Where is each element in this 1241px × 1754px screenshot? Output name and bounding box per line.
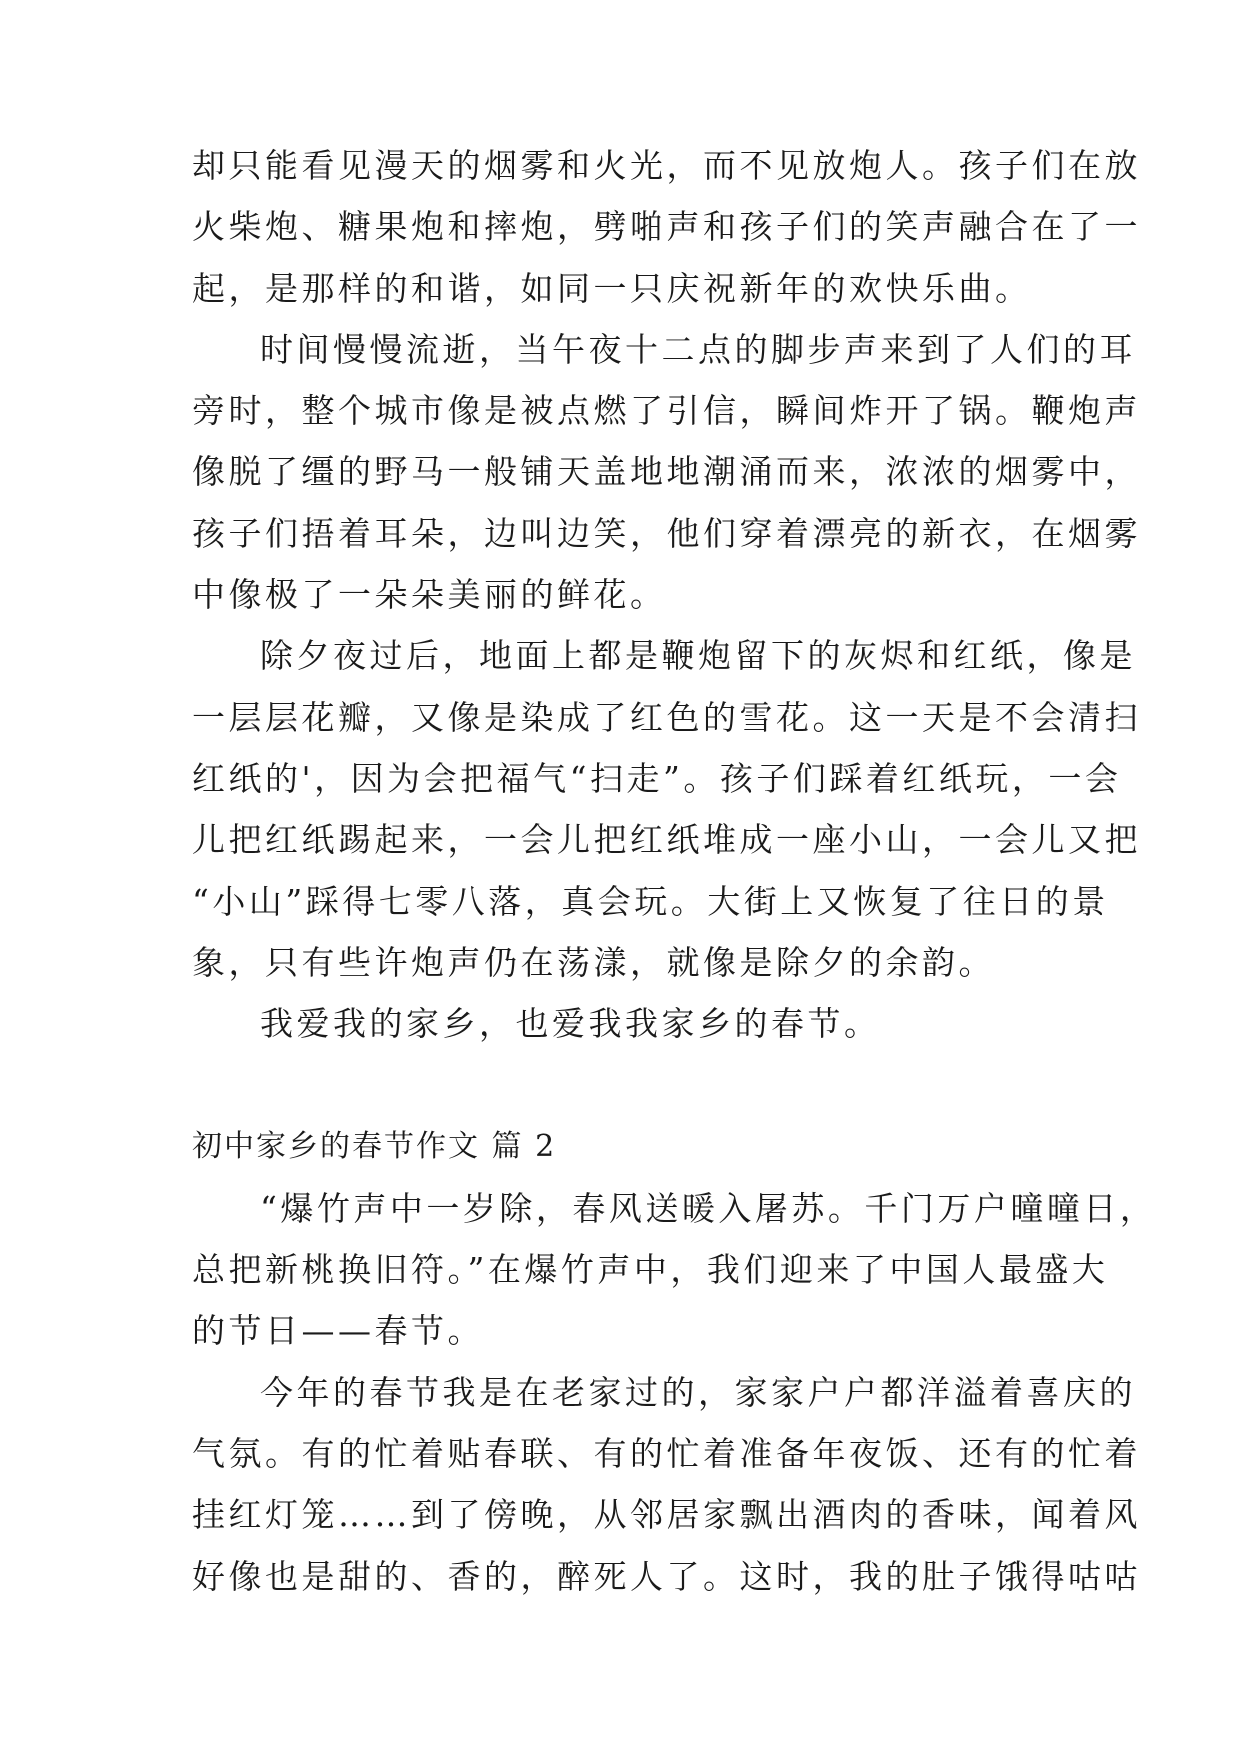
text-line: 中像极了一朵朵美丽的鲜花。 [192, 575, 667, 615]
text-line: 起，是那样的和谐，如同一只庆祝新年的欢快乐曲。 [192, 268, 1032, 308]
text-line: 旁时，整个城市像是被点燃了引信，瞬间炸开了锅。鞭炮声 [192, 391, 1141, 431]
text-line: 挂红灯笼……到了傍晚，从邻居家飘出酒肉的香味，闻着风 [192, 1495, 1141, 1535]
text-line: 的节日——春节。 [192, 1311, 484, 1351]
text-line: 总把新桃换旧符。”在爆竹声中，我们迎来了中国人最盛大 [192, 1250, 1109, 1290]
text-line: “爆竹声中一岁除，春风送暖入屠苏。千门万户曈曈日， [260, 1188, 1157, 1228]
text-line: 今年的春节我是在老家过的，家家户户都洋溢着喜庆的 [260, 1372, 1136, 1412]
text-line: 象，只有些许炮声仍在荡漾，就像是除夕的余韵。 [192, 942, 995, 982]
document-page [192, 135, 1157, 1607]
text-line: 像脱了缰的野马一般铺天盖地地潮涌而来，浓浓的烟雾中， [192, 452, 1141, 492]
section-gap [192, 1054, 1052, 1116]
text-line: 气氛。有的忙着贴春联、有的忙着准备年夜饭、还有的忙着 [192, 1433, 1141, 1473]
section-heading: 初中家乡的春节作文 篇 2 [192, 1129, 557, 1165]
paragraph-3 [192, 625, 1141, 993]
text-line: 孩子们捂着耳朵，边叫边笑，他们穿着漂亮的新衣，在烟雾 [192, 513, 1141, 553]
text-line: 除夕夜过后，地面上都是鞭炮留下的灰烬和红纸，像是 [260, 636, 1136, 676]
paragraph-5 [192, 1178, 1157, 1362]
text-line: 时间慢慢流逝，当午夜十二点的脚步声来到了人们的耳 [260, 329, 1136, 369]
text-line: 儿把红纸踢起来，一会儿把红纸堆成一座小山，一会儿又把 [192, 820, 1141, 860]
paragraph-1 [192, 135, 1141, 319]
text-line: 好像也是甜的、香的，醉死人了。这时，我的肚子饿得咕咕 [192, 1556, 1141, 1596]
text-line: 火柴炮、糖果炮和摔炮，劈啪声和孩子们的笑声融合在了一 [192, 207, 1141, 247]
text-line: “小山”踩得七零八落，真会玩。大街上又恢复了往日的景 [192, 881, 1109, 921]
paragraph-2 [192, 319, 1141, 625]
text-line: 红纸的'，因为会把福气“扫走”。孩子们踩着红纸玩，一会 [192, 758, 1122, 798]
paragraph-4 [192, 993, 1052, 1054]
paragraph-6 [192, 1362, 1141, 1607]
text-line: 却只能看见漫天的烟雾和火光，而不见放炮人。孩子们在放 [192, 146, 1141, 185]
text-line: 一层层花瓣，又像是染成了红色的雪花。这一天是不会清扫 [192, 697, 1141, 737]
text-line: 我爱我的家乡，也爱我我家乡的春节。 [260, 1004, 881, 1044]
